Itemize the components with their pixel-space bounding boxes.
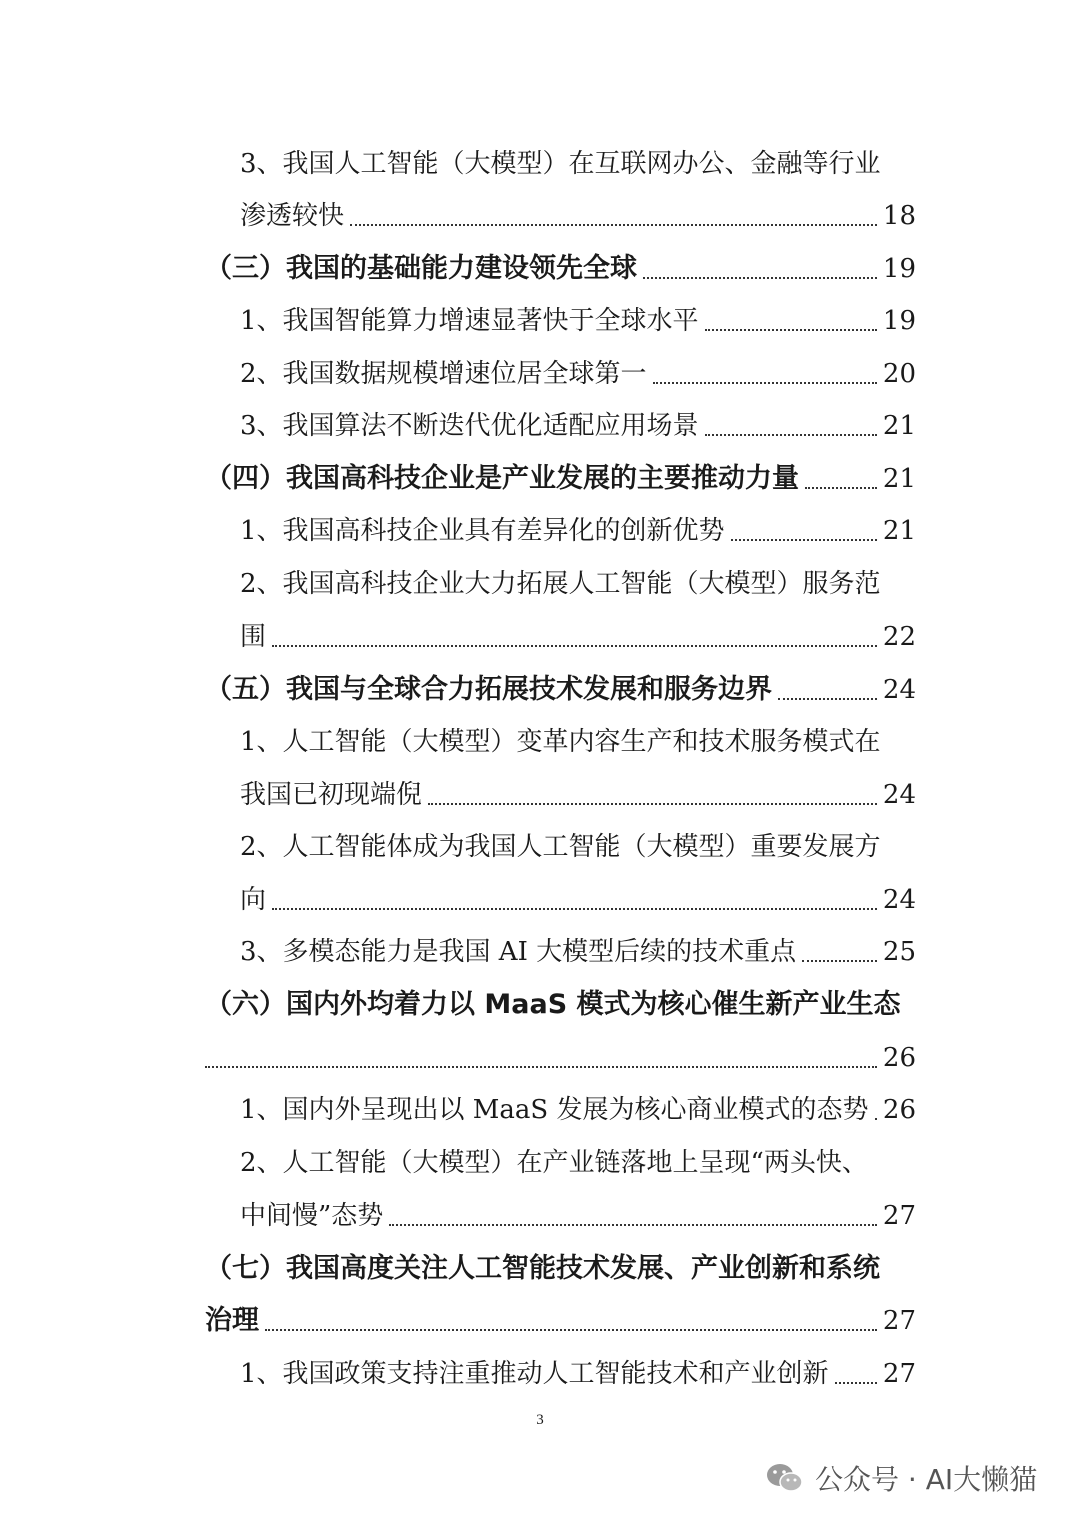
toc-page-number: 24 (882, 675, 916, 705)
toc-page-number: 20 (882, 359, 916, 389)
toc-section-entry (205, 1249, 916, 1289)
toc-page-number: 24 (882, 885, 916, 915)
toc-entry-text: 1、我国政策支持注重推动人工智能技术和产业创新 (240, 1359, 829, 1389)
dot-leader (428, 803, 877, 805)
toc-entry (240, 722, 916, 762)
toc-page-number: 19 (882, 306, 916, 336)
toc-entry-text: 2、我国数据规模增速位居全球第一 (240, 359, 647, 389)
toc-page-number: 27 (882, 1359, 916, 1389)
dot-leader (272, 645, 877, 647)
toc-entry (240, 775, 916, 815)
toc-page-number: 27 (882, 1306, 916, 1336)
dot-leader (265, 1329, 877, 1331)
dot-leader (731, 539, 877, 541)
toc-page-number: 27 (882, 1201, 916, 1231)
toc-page-number: 25 (882, 937, 916, 967)
toc-page-number: 21 (882, 464, 916, 494)
toc-section-entry (205, 459, 916, 499)
toc-entry-text: （四）我国高科技企业是产业发展的主要推动力量 (205, 463, 799, 494)
toc-entry-text: 渗透较快 (240, 201, 345, 231)
toc-entry (240, 511, 916, 551)
toc-entry (240, 617, 916, 657)
dot-leader (350, 224, 877, 226)
dot-leader (653, 382, 877, 384)
toc-entry (240, 1090, 916, 1130)
page-number: 3 (536, 1412, 544, 1428)
toc-entry-text: 3、我国算法不断迭代优化适配应用场景 (240, 411, 699, 441)
dot-leader (805, 487, 877, 489)
wechat-icon (765, 1461, 805, 1495)
toc-section-entry (205, 249, 916, 289)
dot-leader (205, 1066, 877, 1068)
toc-entry (240, 354, 916, 394)
dot-leader (835, 1382, 877, 1384)
dot-leader (389, 1224, 877, 1226)
toc-page-number: 21 (882, 411, 916, 441)
toc-entry-text: （六）国内外均着力以 MaaS 模式为核心催生新产业生态 (205, 989, 901, 1020)
toc-entry (240, 196, 916, 236)
toc-entry-text: 3、我国人工智能（大模型）在互联网办公、金融等行业 (240, 149, 881, 179)
toc-page-number: 19 (882, 254, 916, 284)
toc-entry-text: 我国已初现端倪 (240, 780, 423, 810)
toc-entry-text: 围 (240, 622, 267, 652)
dot-leader (705, 329, 877, 331)
toc-section-entry (205, 985, 916, 1025)
toc-entry (205, 1038, 916, 1078)
toc-page-number: 18 (882, 201, 916, 231)
toc-page-number: 26 (882, 1043, 916, 1073)
toc-entry (240, 1196, 916, 1236)
toc-entry-text: 中间慢”态势 (240, 1201, 384, 1231)
toc-entry-text: 3、多模态能力是我国 AI 大模型后续的技术重点 (240, 937, 797, 967)
toc-entry-text: 2、人工智能体成为我国人工智能（大模型）重要发展方 (240, 832, 881, 862)
toc-entry-text: 1、我国智能算力增速显著快于全球水平 (240, 306, 699, 336)
dot-leader (705, 434, 877, 436)
toc-entry-text: 2、我国高科技企业大力拓展人工智能（大模型）服务范 (240, 569, 881, 599)
toc-entry-text: 1、人工智能（大模型）变革内容生产和技术服务模式在 (240, 727, 881, 757)
toc-entry (240, 1354, 916, 1394)
toc-page-number: 22 (882, 622, 916, 652)
dot-leader (643, 277, 877, 279)
toc-entry-text: （三）我国的基础能力建设领先全球 (205, 253, 637, 284)
toc-entry (240, 932, 916, 972)
toc-section-entry (205, 670, 916, 710)
toc-entry (240, 301, 916, 341)
toc-entry (240, 1143, 916, 1183)
toc-entry (240, 144, 916, 184)
toc-entry-text: 向 (240, 885, 267, 915)
toc-entry (240, 827, 916, 867)
dot-leader (272, 908, 877, 910)
watermark-text: 公众号 · AI大懒猫 (815, 1463, 1038, 1496)
toc-entry-text: 1、国内外呈现出以 MaaS 发展为核心商业模式的态势 (240, 1095, 869, 1125)
toc-section-entry (205, 1301, 916, 1341)
toc-page-number: 24 (882, 780, 916, 810)
toc-page-number: 26 (882, 1095, 916, 1125)
dot-leader (875, 1118, 877, 1120)
dot-leader (778, 698, 877, 700)
toc-entry-text: （五）我国与全球合力拓展技术发展和服务边界 (205, 674, 772, 705)
watermark (765, 1458, 1037, 1498)
toc-entry (240, 880, 916, 920)
toc-entry-text: 2、人工智能（大模型）在产业链落地上呈现“两头快、 (240, 1148, 868, 1178)
toc-page-number: 21 (882, 516, 916, 546)
dot-leader (802, 960, 877, 962)
toc-entry-text: 治理 (205, 1305, 259, 1336)
toc-entry-text: 1、我国高科技企业具有差异化的创新优势 (240, 516, 725, 546)
toc-entry-text: （七）我国高度关注人工智能技术发展、产业创新和系统 (205, 1253, 880, 1284)
toc-entry (240, 564, 916, 604)
toc-entry (240, 406, 916, 446)
